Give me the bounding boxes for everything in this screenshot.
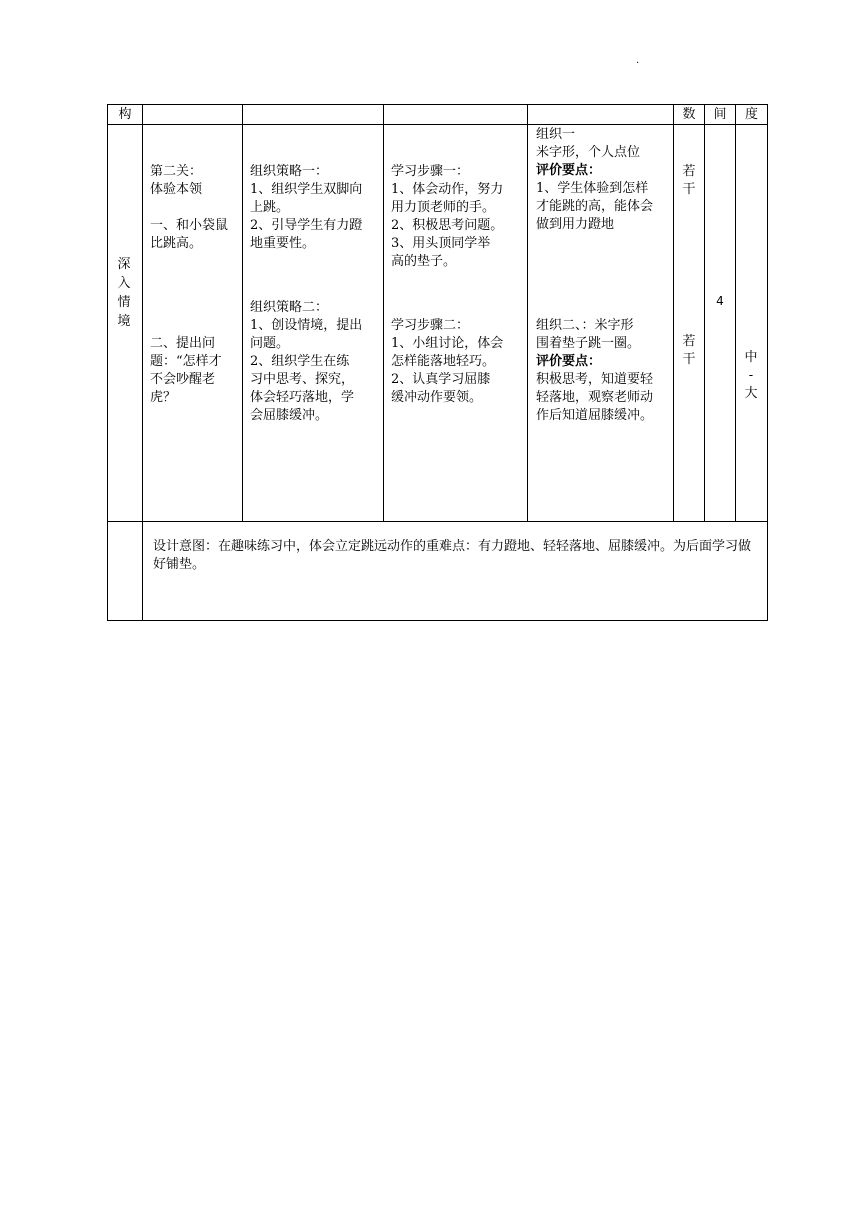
header-organization — [528, 105, 674, 125]
organization-two — [536, 317, 672, 425]
header-intensity: 度 — [736, 105, 768, 125]
stage-label: 深 入 情 境 — [117, 257, 131, 329]
evaluation-points-one: 1、学生体验到怎样 才能跳的高，能体会 做到用力蹬地 — [536, 181, 654, 232]
content-cell — [143, 125, 243, 522]
evaluation-points-two: 积极思考，知道要轻 轻落地，观察老师动 作后知道屈膝缓冲。 — [536, 372, 654, 423]
count-two: 若 干 — [682, 334, 696, 367]
deep-scenario-row — [108, 125, 768, 522]
header-count: 数 — [674, 105, 705, 125]
count-cell — [674, 125, 705, 522]
header-structure: 构 — [108, 105, 143, 125]
learning-steps-two: 学习步骤二： 1、小组讨论，体会 怎样能落地轻巧。 2、认真学习屈膝 缓冲动作要领。 — [391, 318, 504, 405]
learning-steps-one: 学习步骤一： 1、体会动作，努力 用力顶老师的手。 2、积极思考问题。 3、用头顶同学举 高的垫子。 — [391, 164, 504, 269]
footer-empty-cell — [108, 522, 143, 621]
time-cell — [705, 125, 736, 522]
evaluation-label-two: 评价要点： — [536, 354, 602, 369]
strategy-two: 组织策略二： 1、创设情境，提出 问题。 2、组织学生在练 习中思考、探究， 体会轻巧落地，学 会屈膝缓冲。 — [250, 300, 363, 423]
content-part-one: 第二关： 体验本领 一、和小袋鼠 比跳高。 — [150, 164, 229, 251]
header-student — [384, 105, 528, 125]
count-one: 若 干 — [682, 164, 696, 197]
organization-two-title: 组织二、：米字形 围着垫子跳一圈。 — [536, 318, 641, 351]
header-content — [143, 105, 243, 125]
evaluation-label-one: 评价要点： — [536, 163, 602, 178]
header-time: 间 — [705, 105, 736, 125]
teacher-cell — [243, 125, 384, 522]
header-teacher — [243, 105, 384, 125]
page-dot-mark: . — [636, 55, 640, 66]
strategy-one: 组织策略一： 1、组织学生双脚向 上跳。 2、引导学生有力蹬 地重要性。 — [250, 164, 363, 251]
organization-one-title: 组织一 米字形，个人点位 — [536, 127, 641, 160]
time-value: 4 — [716, 294, 724, 308]
content-part-two: 二、提出问 题：“怎样才 不会吵醒老 虎？ — [150, 336, 222, 405]
organization-one — [536, 126, 672, 234]
student-cell — [384, 125, 528, 522]
stage-cell — [108, 125, 143, 522]
lesson-plan-table — [107, 104, 768, 621]
intensity-value: 中 - 大 — [744, 350, 758, 401]
intensity-cell — [736, 125, 768, 522]
organization-cell — [528, 125, 674, 522]
design-intent-row — [108, 522, 768, 621]
header-row — [108, 105, 768, 125]
design-intent-cell — [143, 522, 768, 621]
design-intent-text: 设计意图：在趣味练习中，体会立定跳远动作的重难点：有力蹬地、轻轻落地、屈膝缓冲。为后面学习做好铺垫。 — [153, 539, 752, 572]
